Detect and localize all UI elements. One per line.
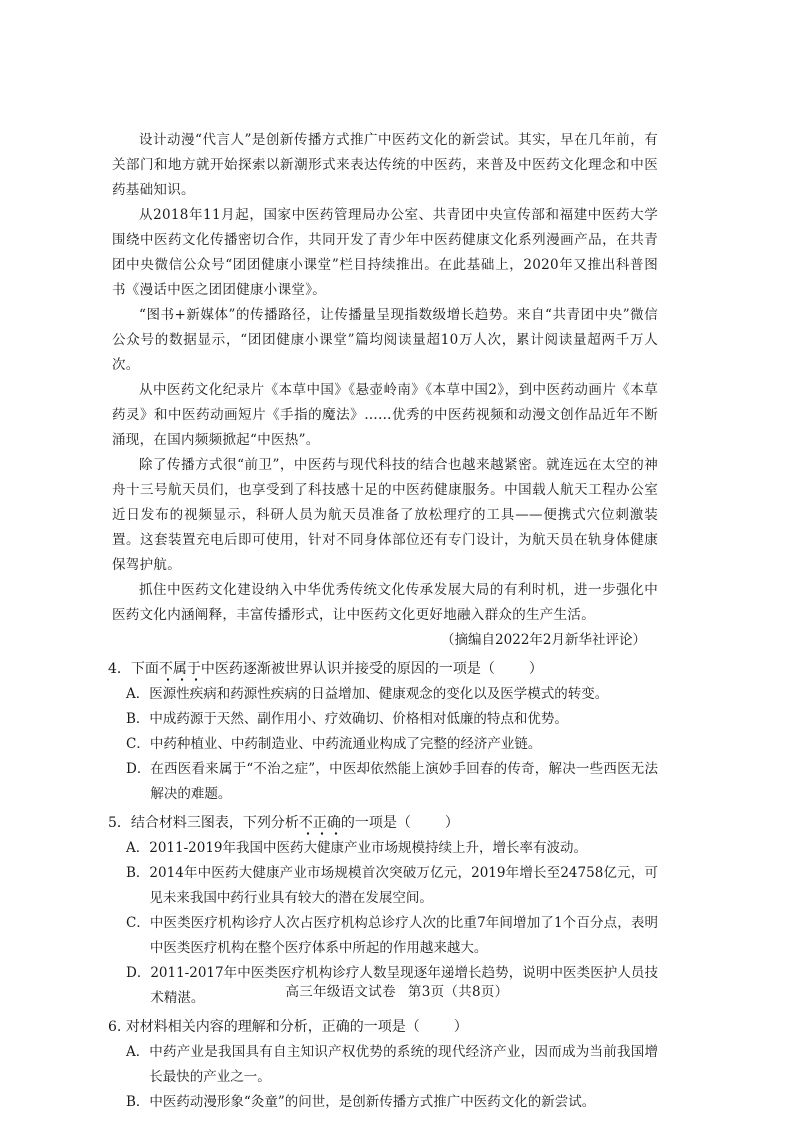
option-letter: A． [126, 1044, 150, 1060]
stem-text: 结合材料三图表，下列分析 [130, 815, 299, 831]
emphasis-text: 不正确 [298, 815, 341, 831]
passage [112, 128, 658, 653]
option-letter: D． [126, 761, 151, 777]
option-letter: A． [126, 686, 150, 702]
option-text: 中成药源于天然、副作用小、疗效确切、价格相对低廉的特点和优势。 [149, 711, 568, 727]
stem-text: 对材料相关内容的理解和分析，正确的一项是（ [125, 1019, 420, 1035]
passage-paragraph: 除了传播方式很“前卫”，中医药与现代科技的结合也越来越紧密。就连远在太空的神舟十三号航天员们，也享受到了科技感十足的中医药健康服务。中国载人航天工程办公室近日发布的视频显示，科研人员为航天员准备了放松理疗的工具——便携式穴位刺激装置。这套装置充电后即可使用，针对不同身体部位还有专门设计，为航天员在轨身体健康保驾护航。 [112, 457, 658, 573]
passage-paragraph: 从中医药文化纪录片《本草中国》《悬壶岭南》《本草中国2》，到中医药动画片《本草药灵》和中医药动画短片《手指的魔法》……优秀的中医药视频和动漫文创作品近年不断涌现，在国内频频掀起“中医热”。 [112, 382, 658, 448]
question-number: 6. [108, 1019, 126, 1035]
option-a[interactable] [112, 836, 658, 861]
question-number: 4． [108, 661, 131, 677]
question-6 [108, 1015, 658, 1115]
option-letter: B． [126, 865, 150, 881]
option-a[interactable] [112, 1040, 658, 1090]
option-text: 2011-2019年我国中医药大健康产业市场规模持续上升，增长率有波动。 [149, 840, 588, 856]
option-letter: D． [126, 965, 151, 981]
option-a[interactable] [112, 682, 658, 707]
footer-page-number: 第3页（共8页） [407, 984, 509, 1000]
option-letter: B． [126, 1094, 150, 1110]
passage-paragraph: “图书+新媒体”的传播路径，让传播量呈现指数级增长趋势。来自“共青团中央”微信公众号的数据显示，“团团健康小课堂”篇均阅读量超10万人次，累计阅读量超两千万人次。 [112, 307, 658, 373]
option-c[interactable] [112, 911, 658, 961]
passage-paragraph: 从2018年11月起，国家中医药管理局办公室、共青团中央宣传部和福建中医药大学围绕中医药文化传播密切合作，共同开发了青少年中医药健康文化系列漫画产品，在共青团中央微信公众号“团团健康小课堂”栏目持续推出。在此基础上，2020年又推出科普图书《漫话中医之团团健康小课堂》。 [112, 207, 658, 298]
exam-page [108, 128, 658, 1115]
question-stem [108, 657, 658, 682]
stem-text: 中医药逐渐被世界认识并接受的原因的一项是（ [200, 661, 495, 677]
question-4 [108, 657, 658, 807]
passage-paragraph: 抓住中医药文化建设纳入中华优秀传统文化传承发展大局的有利时机，进一步强化中医药文化内涵阐释，丰富传播形式，让中医药文化更好地融入群众的生产生活。 [112, 582, 658, 623]
option-letter: C． [126, 736, 150, 752]
stem-text: 的一项是（ [340, 815, 411, 831]
stem-text: 下面 [130, 661, 159, 677]
stem-close: ） [444, 815, 459, 831]
option-text: 中医药动漫形象“灸童”的问世，是创新传播方式推广中医药文化的新尝试。 [149, 1094, 596, 1110]
question-stem [108, 811, 658, 836]
question-number: 5． [108, 815, 131, 831]
passage-source: （摘编自2022年2月新华社评论） [441, 632, 646, 648]
option-text: 中药种植业、中药制造业、中药流通业构成了完整的经济产业链。 [149, 736, 542, 752]
option-letter: A． [126, 840, 150, 856]
question-stem [108, 1015, 658, 1040]
option-text: 中药产业是我国具有自主知识产权优势的系统的现代经济产业，因而成为当前我国增长最快的产业之一。 [149, 1044, 658, 1085]
footer-title: 高三年级语文试卷 [285, 984, 396, 1000]
option-text: 2011-2017年中医类医疗机构诊疗人数呈现逐年递增长趋势，说明中医类医护人员技术精湛。 [150, 965, 658, 1006]
option-letter: C． [126, 915, 150, 931]
option-d[interactable] [112, 757, 658, 807]
option-text: 在西医看来属于“不治之症”，中医却依然能上演妙手回春的传奇，解决一些西医无法解决的难题。 [150, 761, 658, 802]
option-text: 2014年中医药大健康产业市场规模首次突破万亿元，2019年增长至24758亿元，可见未来我国中药行业具有较大的潜在发展空间。 [149, 865, 658, 906]
option-b[interactable] [112, 1090, 658, 1115]
emphasis-text: 不属于 [158, 661, 201, 677]
option-text: 中医类医疗机构诊疗人次占医疗机构总诊疗人次的比重7年间增加了1个百分点，表明中医类医疗机构在整个医疗体系中所起的作用越来越大。 [149, 915, 658, 956]
stem-close: ） [528, 661, 543, 677]
option-b[interactable] [112, 861, 658, 911]
option-b[interactable] [112, 707, 658, 732]
passage-paragraph: 设计动漫“代言人”是创新传播方式推广中医药文化的新尝试。其实，早在几年前，有关部门和地方就开始探索以新潮形式来表达传统的中医药，来普及中医药文化理念和中医药基础知识。 [112, 132, 658, 198]
option-letter: B． [126, 711, 150, 727]
stem-close: ） [453, 1019, 468, 1035]
option-c[interactable] [112, 732, 658, 757]
page-footer [0, 980, 794, 1000]
option-text: 医源性疾病和药源性疾病的日益增加、健康观念的变化以及医学模式的转变。 [149, 686, 609, 702]
